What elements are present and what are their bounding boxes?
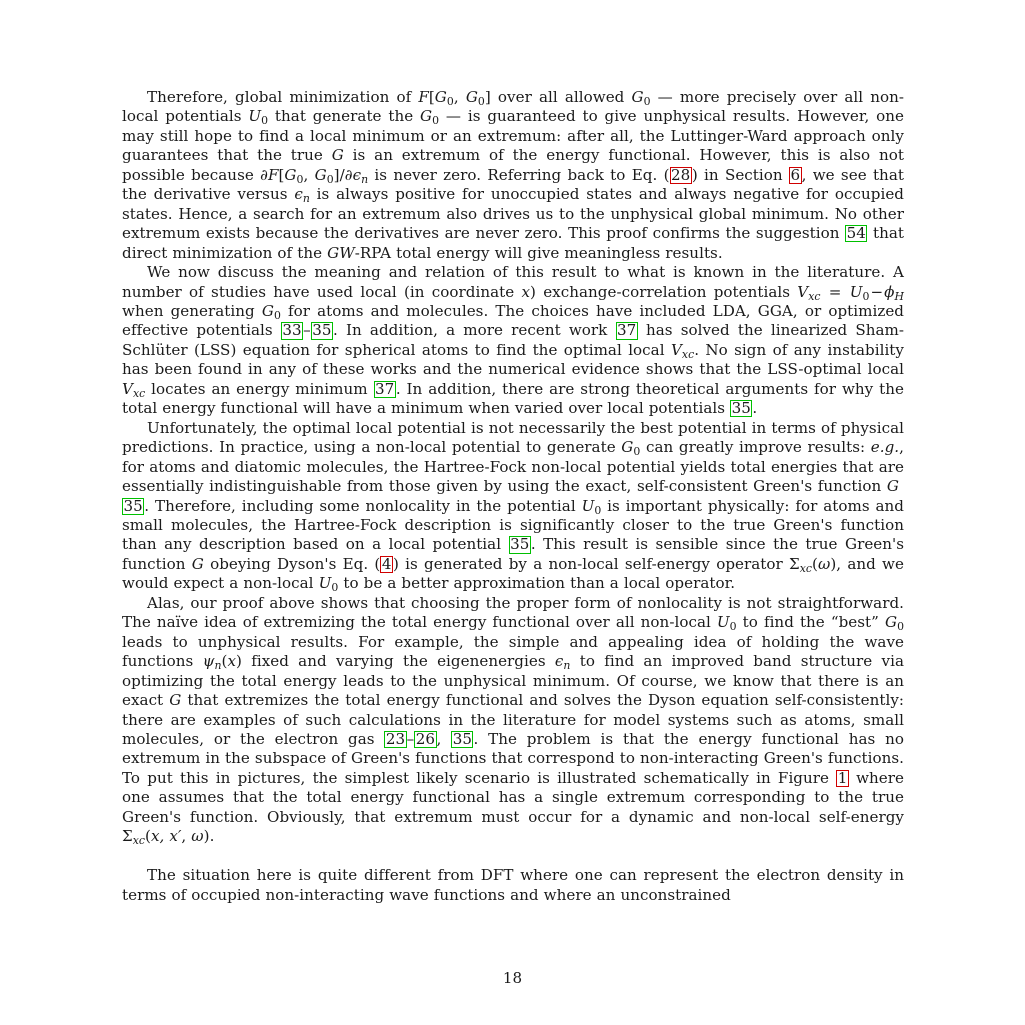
math-paren-close: ) (203, 827, 210, 846)
p1-text-2: over all allowed (490, 88, 632, 106)
math-sub-xc: xc (132, 386, 146, 400)
p1-text-8: ) in Section (691, 165, 789, 184)
p2-text-2: ) exchange-correlation potentials (530, 282, 798, 301)
math-epsilon: ϵ (554, 652, 564, 671)
citation-separator: , (436, 729, 452, 748)
paragraph-4 (122, 594, 904, 847)
space (899, 477, 904, 495)
math-sub-0: 0 (594, 503, 602, 517)
link-citation-35[interactable]: 35 (452, 729, 472, 748)
p1-text-4: that generate the (268, 107, 421, 126)
math-phi: ϕ (884, 282, 895, 301)
math-paren-open: ( (145, 827, 151, 846)
math-G: G (169, 691, 182, 710)
paragraph-gap (122, 847, 904, 866)
math-sub-xc: xc (808, 289, 821, 303)
p4-text-4: fixed and varying the eigenenergies (241, 652, 555, 671)
math-sub-0: 0 (326, 172, 334, 186)
p1-text-6: is an extremum of the energy functional. However, this is also not possible because (122, 146, 904, 184)
p1-text-7: is never zero. Referring back to Eq. ( (368, 165, 670, 184)
text-column (122, 88, 904, 905)
math-U: U (581, 496, 595, 515)
math-sub-n: n (361, 172, 369, 186)
p3-text-4: . Therefore, including some nonlocality in the potential (144, 496, 582, 515)
link-citation-35[interactable]: 35 (731, 399, 751, 418)
link-citation-23[interactable]: 23 (385, 729, 406, 748)
math-GW: GW (327, 243, 355, 262)
p4-text-9: . (209, 827, 215, 846)
math-G: G (261, 301, 274, 320)
math-sub-0: 0 (296, 172, 304, 186)
paragraph-3 (122, 419, 904, 594)
p4-text-8: where one assumes that the total energy functional has a single extremum corresponding to the true Green's function. Obviously, that extremum must occur for a dynamic and non-local self-energy (122, 768, 904, 826)
math-paren-close: ) (830, 554, 837, 573)
citation-range-dash: – (406, 729, 415, 748)
math-psi: ψ (202, 652, 215, 671)
math-G: G (284, 165, 297, 184)
link-citation-37[interactable]: 37 (375, 379, 395, 398)
p4-text-5: to find an improved band structure via optimizing the total energy leads to the unphysical minimum. Of course, we know that there is an exact (122, 652, 904, 710)
p2-text-1: We now discuss the meaning and relation of this result to what is known in the literature. A number of studies have used local (in coordinate (122, 263, 904, 301)
page-number: 18 (502, 969, 523, 987)
math-sub-0: 0 (729, 620, 737, 634)
p3-text-2: can greatly improve results: (640, 438, 871, 457)
p4-text-6: that extremizes the total energy functional and solves the Dyson equation self-consistently: there are examples of such calculations in the literature for model systems such as atoms, small molecules, or the electron gas (122, 691, 905, 748)
p3-text-1: Unfortunately, the optimal local potential is not necessarily the best potential in terms of physical predictions. In practice, using a non-local potential to generate (122, 418, 904, 457)
link-citation-26[interactable]: 26 (415, 729, 436, 748)
math-sub-0: 0 (331, 581, 339, 595)
p2-text-5: . In addition, a more recent work (333, 321, 616, 340)
math-sub-H: H (894, 289, 904, 303)
math-V: V (670, 340, 682, 359)
math-minus: − (870, 282, 884, 301)
math-paren-open: ( (221, 652, 228, 671)
p2-text-7: . No sign of any instability has been found in any of these works and the numerical evidence shows that the LSS-optimal local (122, 340, 904, 379)
paragraph-5 (122, 866, 904, 905)
math-bracket-open: [ (278, 165, 285, 184)
p2-text-10: . (752, 399, 758, 418)
math-G: G (886, 477, 899, 496)
p1-text-1: Therefore, global minimization of (147, 88, 419, 106)
math-sub-0: 0 (477, 94, 485, 108)
math-Sigma: Σ (789, 554, 800, 573)
p2-text-8: locates an energy minimum (145, 379, 374, 398)
p4-text-2: to find the “best” (736, 613, 885, 632)
math-bracket-open: [ (428, 88, 435, 106)
math-bracket-close: ] (484, 88, 491, 106)
math-G: G (631, 88, 644, 106)
p3-text-7: obeying Dyson's Eq. ( (203, 554, 381, 573)
p4-text-3: leads to unphysical results. For example, the simple and appealing idea of holding the wave functions (122, 632, 904, 671)
math-epsilon: ϵ (352, 165, 362, 184)
math-equals: = (821, 282, 849, 301)
math-Sigma: Σ (122, 827, 133, 846)
p5-text-1: The situation here is quite different from DFT where one can represent the electron density in terms of occupied non-interacting wave functions and where an unconstrained (122, 866, 904, 904)
math-omega: ω (191, 827, 204, 846)
p1-text-12: -RPA total energy will give meaningless results. (354, 243, 723, 262)
link-citation-35[interactable]: 35 (312, 321, 332, 340)
math-F: F (418, 88, 429, 106)
p1-text-9: , we see that the derivative versus (122, 165, 904, 204)
math-sub-n: n (214, 658, 222, 672)
math-prime: ′ (177, 827, 182, 846)
math-sub-xc: xc (799, 561, 813, 575)
p3-text-5: is important physically: for atoms and small molecules, the Hartree-Fock description is significantly closer to the true Green's function than any description based on a local potential (122, 496, 904, 554)
math-comma: , (453, 88, 466, 106)
p2-text-9: . In addition, there are strong theoretical arguments for why the total energy functional will have a minimum when varied over local potentials (122, 379, 904, 418)
math-sub-0: 0 (643, 94, 651, 108)
math-paren-open: ( (812, 554, 818, 573)
link-citation-35[interactable]: 35 (510, 535, 530, 554)
p3-text-3: , for atoms and diatomic molecules, the Hartree-Fock non-local potential yields total energies that are essentially indistinguishable from those given by using the exact, self-consistent Green's function (122, 438, 904, 496)
p2-text-4: for atoms and molecules. The choices have included LDA, GGA, or optimized effective potentials (122, 301, 905, 340)
p1-text-3: — more precisely over all non-local potentials (122, 88, 904, 126)
math-G: G (434, 88, 447, 106)
math-G: G (465, 88, 478, 106)
math-V: V (797, 282, 809, 301)
p2-text-3: when generating (122, 301, 262, 320)
p4-text-1: Alas, our proof above shows that choosing the proper form of nonlocality is not straightforward. The naïve idea of extremizing the total energy functional over all non-local (122, 593, 904, 632)
math-epsilon: ϵ (294, 185, 303, 204)
math-sub-0: 0 (897, 620, 905, 634)
citation-range-dash: – (303, 321, 311, 340)
math-sub-0: 0 (862, 289, 870, 303)
math-bracket-close: ] (333, 165, 340, 184)
link-citation-54[interactable]: 54 (846, 224, 866, 243)
link-figure-1[interactable]: 1 (837, 768, 848, 787)
p1-text-5: — is guaranteed to give unphysical results. However, one may still hope to find a local minimum or an extremum: after all, the Luttinger-Ward approach only guarantees that the true (122, 107, 904, 165)
link-equation-28[interactable]: 28 (671, 165, 691, 184)
math-paren-close: ) (236, 652, 242, 671)
p3-text-8: ) is generated by a non-local self-energy operator (392, 554, 790, 573)
p3-text-6: . This result is sensible since the true Green's function (122, 535, 904, 573)
math-G: G (191, 554, 204, 573)
math-x-args: x, x (150, 827, 178, 846)
math-U: U (716, 613, 730, 632)
math-G: G (420, 107, 433, 126)
math-G: G (621, 438, 634, 457)
p1-text-10: is always positive for unoccupied states and always negative for occupied states. Hence, a search for an extremum also drives us to the unphysical global minimum. No other extremum exists because the derivatives are never zero. This proof confirms the suggestion (122, 185, 904, 243)
math-sub-0: 0 (633, 444, 641, 458)
math-U: U (318, 574, 332, 593)
math-sub-0: 0 (261, 114, 269, 128)
emphasis-eg: e.g. (870, 438, 900, 457)
p1-text-11: that direct minimization of the (122, 224, 904, 262)
math-G: G (884, 613, 898, 632)
p3-text-10: to be a better approximation than a local operator. (338, 574, 736, 593)
math-V: V (122, 379, 133, 398)
math-sub-n: n (563, 658, 571, 672)
math-comma: , (181, 827, 192, 846)
link-section-6[interactable]: 6 (790, 165, 801, 184)
math-G: G (331, 146, 344, 165)
p2-text-6: has solved the linearized Sham-Schlüter (LSS) equation for spherical atoms to find the optimal local (122, 321, 904, 359)
math-G: G (314, 165, 327, 184)
math-U: U (248, 107, 262, 126)
math-sub-xc: xc (681, 347, 695, 361)
paragraph-1 (122, 88, 904, 263)
math-omega: ω (817, 554, 831, 573)
math-sub-xc: xc (132, 834, 146, 848)
math-sub-0: 0 (446, 94, 454, 108)
paragraph-2 (122, 263, 904, 419)
math-partial-denom: /∂ (339, 165, 353, 184)
math-x: x (227, 652, 236, 671)
p4-text-7: . The problem is that the energy functional has no extremum in the subspace of Green's functions that correspond to non-interacting Green's functions. To put this in pictures, the simplest likely scenario is illustrated schematically in Figure (122, 729, 904, 787)
link-citation-37[interactable]: 37 (617, 321, 637, 340)
p3-text-9: , and we would expect a non-local (122, 554, 904, 593)
math-sub-0: 0 (432, 114, 440, 128)
math-x: x (521, 282, 531, 301)
math-sub-n: n (302, 192, 310, 206)
link-citation-35[interactable]: 35 (123, 496, 143, 515)
math-comma: , (303, 165, 315, 184)
math-U: U (849, 282, 863, 301)
link-citation-33[interactable]: 33 (282, 321, 302, 340)
math-dF: ∂F (260, 165, 279, 184)
math-sub-0: 0 (273, 308, 281, 322)
link-equation-4[interactable]: 4 (381, 554, 392, 573)
